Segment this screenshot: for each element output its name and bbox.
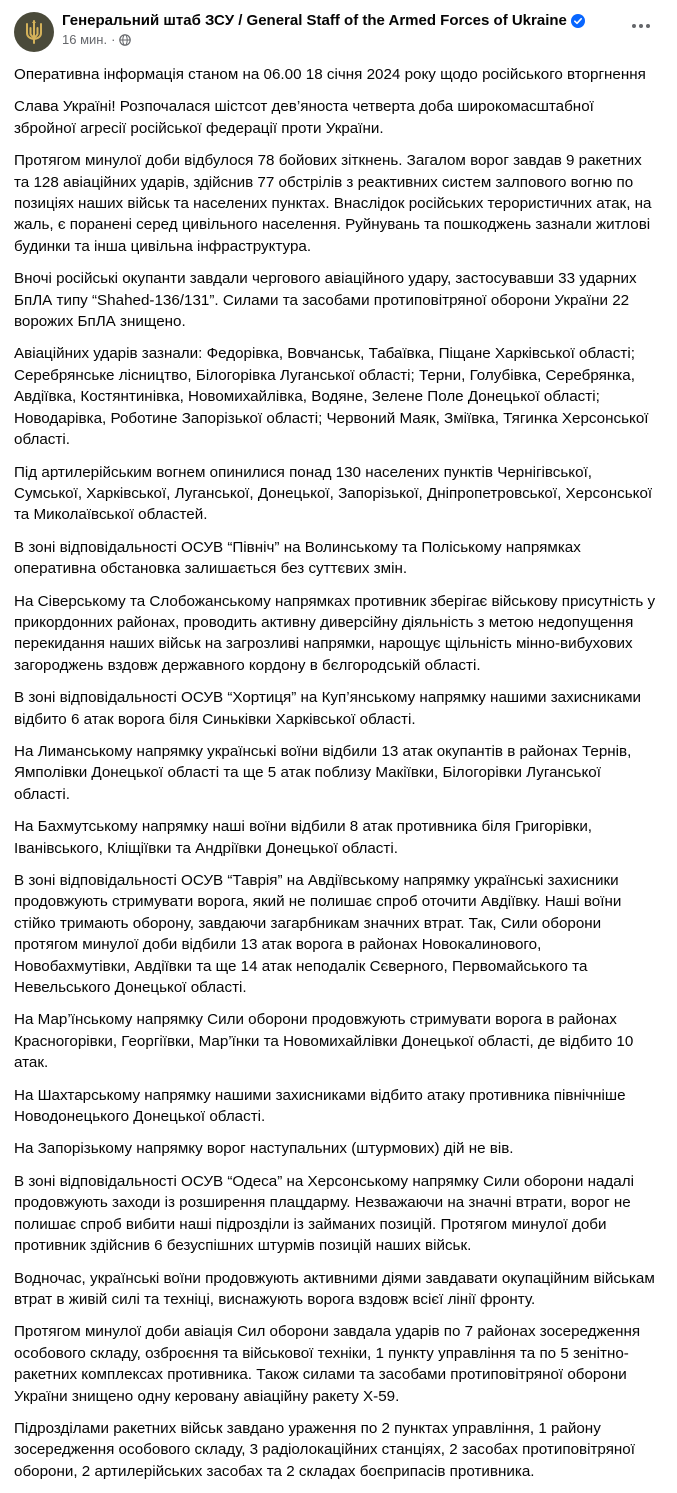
post-paragraph: Оперативна інформація станом на 06.00 18 січня 2024 року щодо російського вторгнення — [14, 66, 646, 83]
post-paragraph: На Лиманському напрямку українські воїни відбили 13 атак окупантів в районах Тернів, Ямполівки Донецької області та ще 5 атак поблизу Макіївки, Білогорівки Луганської області. — [14, 742, 632, 803]
post-paragraph: Авіаційних ударів зазнали: Федорівка, Вовчанськ, Табаївка, Піщане Харківської області; Серебрянське лісництво, Білогорівка Луганської області; Терни, Голубівка, Серебрянка, Авдіївка, Костянтинівка, Новомихайлівка, Водяне, Зелене Поле Донецької області; Новодарівка, Роботине Запорізької області; Червоний Маяк, Зміївка, Тягинка Херсонської області. — [14, 345, 649, 449]
page-avatar[interactable] — [14, 12, 54, 52]
post-timestamp[interactable]: 16 мин. — [62, 32, 108, 47]
post-paragraph: В зоні відповідальності ОСУВ “Хортиця” на Куп’янському напрямку нашими захисниками відбито 6 атак ворога біля Синьківки Харківської області. — [14, 689, 642, 728]
trident-emblem-icon — [21, 19, 47, 45]
post-paragraph: Протягом минулої доби відбулося 78 бойових зіткнень. Загалом ворог завдав 9 ракетних та 128 авіаційних ударів, здійснив 77 обстрілів з реактивних систем залпового вогню по позиціях наших військ та населених пунктах. Внаслідок російських терористичних атак, на жаль, є поранені серед цивільного населення. Руйнувань та пошкоджень зазнали житлові будинки та інша цивільна інфраструктура. — [14, 152, 652, 255]
post-paragraph: Під артилерійським вогнем опинилися понад 130 населених пунктів Чернігівської, Сумської, Харківської, Луганської, Донецької, Запорізької, Дніпропетровської, Херсонської та Миколаївської областей. — [14, 463, 653, 524]
post-paragraph: Слава Україні! Розпочалася шістсот дев’яноста четверта доба широкомасштабної збройної агресії російської федерації проти України. — [14, 98, 594, 137]
post-paragraph: На Мар’їнському напрямку Сили оборони продовжують стримувати ворога в районах Красногорівки, Георгіївки, Мар’їнки та Новомихайлівки Донецької області, де відбито 10 атак. — [14, 1011, 634, 1072]
post-body — [14, 64, 659, 1493]
post-header — [14, 8, 667, 50]
post-paragraph: На Сіверському та Слобожанському напрямках противник зберігає військову присутність у прикордонних районах, проводить активну диверсійну діяльність з метою недопущення перекидання наших військ на загрозливі напрямки, нарощує щільність мінно-вибухових загороджень вздовж державного кордону в бєлгородській області. — [14, 592, 656, 674]
post-paragraph: На Запорізькому напрямку ворог наступальних (штурмових) дій не вів. — [14, 1140, 514, 1158]
post-paragraph: В зоні відповідальності ОСУВ “Одеса” на Херсонському напрямку Сили оборони надалі продовжують заходи із розширення плацдарму. Незважаючи на значні втрати, ворог не полишає спроб вибити наші підрозділи із займаних позицій. Протягом минулої доби противник здійснив 6 безуспішних штурмів позицій наших військ. — [14, 1172, 634, 1255]
post-paragraph: На Шахтарському напрямку нашими захисниками відбито атаку противника північніше Новодонецького Донецької області. — [14, 1086, 626, 1126]
meta-separator: · — [111, 32, 116, 47]
verified-badge-icon — [571, 14, 585, 28]
post-paragraph: Вночі російські окупанти завдали чергового авіаційного удару, застосувавши 33 ударних БпЛА типу “Shahed-136/131”. Силами та засобами протиповітряної оборони України 22 ворожих БпЛА знищено. — [14, 270, 637, 331]
post-paragraph: В зоні відповідальності ОСУВ “Північ” на Волинському та Поліському напрямках оперативна обстановка залишається без суттєвих змін. — [14, 538, 581, 578]
post-paragraph: Протягом минулої доби авіація Сил оборони завдала ударів по 7 районах зосередження особового складу, озброєння та військової техніки, 1 пункту управління та по 5 зенітно-ракетних комплексах противника. Також силами та засобами протиповітряної оборони України знищено одну керовану авіаційну ракету Х-59. — [14, 1323, 641, 1405]
page-name-link[interactable] — [62, 12, 585, 29]
post-paragraph: Водночас, українські воїни продовжують активними діями завдавати окупаційним військам втрат в живій силі та техніці, виснажують ворога вздовж всієї лінії фронту. — [14, 1269, 655, 1308]
globe-icon[interactable] — [119, 34, 131, 46]
post-meta — [62, 32, 131, 47]
more-options-icon[interactable] — [629, 16, 653, 36]
post-paragraph: На Бахмутському напрямку наші воїни відбили 8 атак противника біля Григорівки, Іванівського, Кліщіївки та Андріївки Донецької області. — [14, 818, 593, 857]
post-paragraph: В зоні відповідальності ОСУВ “Таврія” на Авдіївському напрямку українські захисники продовжують стримувати ворога, який не полишає спроб оточити Авдіївку. Наші воїни стійко тримають оборону, завдаючи загарбникам значних втрат. Так, Сили оборони протягом минулої доби відбили 13 атак ворога в районах Новокалинового, Новобахмутівки, Авдіївки та ще 14 атак неподалік Сєверного, Первомайського та Невельського Донецької області. — [14, 872, 622, 997]
post-paragraph: Підрозділами ракетних військ завдано ураження по 2 пунктах управління, 1 району зосередження особового складу, 3 радіолокаційних станціях, 2 засобах протиповітряної оборони, 2 артилерійських засобах та 2 складах боєприпасів противника. — [14, 1419, 635, 1480]
page-name[interactable]: Генеральний штаб ЗСУ / General Staff of the Armed Forces of Ukraine — [62, 12, 567, 29]
